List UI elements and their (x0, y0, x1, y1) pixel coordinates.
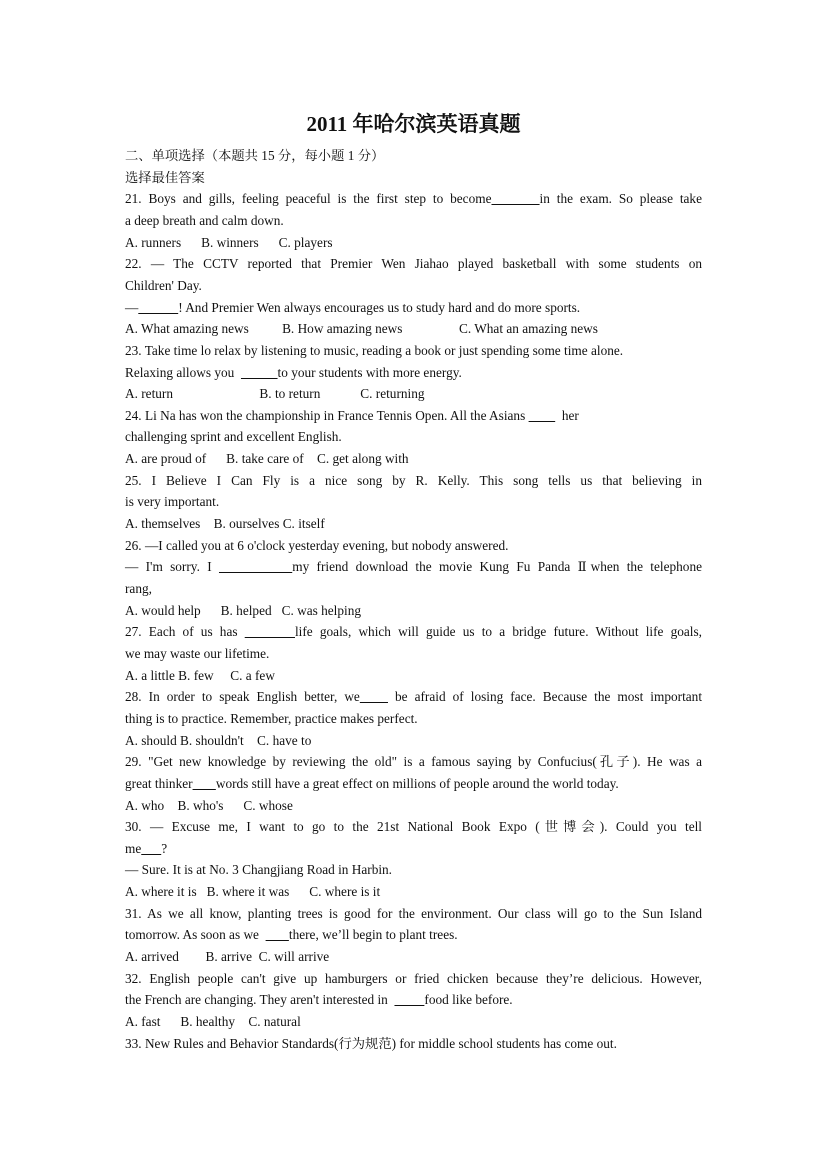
text-line (125, 861, 702, 879)
line-text: A. are proud of B. take care of C. get along with (125, 451, 409, 467)
line-text: challenging sprint and excellent English. (125, 429, 342, 445)
text-line (125, 667, 702, 685)
line-text: Children' Day. (125, 277, 202, 293)
answer-blank (360, 689, 388, 704)
text-line (125, 840, 702, 858)
line-text: great thinker (125, 775, 193, 791)
answer-blank (394, 992, 424, 1007)
text-line (125, 818, 702, 836)
text-line (125, 645, 702, 663)
text-line (125, 450, 702, 468)
text-line (125, 688, 702, 706)
text-line (125, 1035, 702, 1053)
line-text: 二、单项选择（本题共 15 分，每小题 1 分） (125, 148, 385, 163)
line-text: 32. English people can't give up hamburgers or fried chicken because they’re delicious. However, (125, 970, 702, 986)
line-text: food like before. (424, 992, 513, 1008)
text-line (125, 472, 702, 490)
line-text: A. where it is B. where it was C. where is it (125, 884, 381, 900)
text-line (125, 407, 702, 425)
text-line (125, 277, 702, 295)
text-line (125, 991, 702, 1009)
text-line (125, 169, 702, 187)
text-line (125, 212, 702, 230)
line-text: rang, (125, 581, 152, 596)
text-line (125, 342, 702, 360)
line-text: A. a little B. few C. a few (125, 667, 275, 683)
line-text: — I'm sorry. I (125, 559, 219, 575)
line-text: 23. Take time lo relax by listening to music, reading a book or just spending some time alone. (125, 342, 624, 358)
text-line (125, 623, 702, 641)
text-line (125, 1013, 702, 1031)
line-text: A. What amazing news B. How amazing news C. What an amazing news (125, 321, 598, 337)
line-text: A. runners B. winners C. players (125, 234, 333, 250)
line-text: we may waste our lifetime. (125, 645, 270, 661)
text-line (125, 710, 702, 728)
text-line (125, 948, 702, 966)
text-line (125, 255, 702, 273)
line-text: ? (161, 840, 168, 856)
text-line (125, 602, 702, 620)
line-text: me (125, 840, 142, 856)
text-line (125, 970, 702, 988)
page-title: 2011 年哈尔滨英语真题 (306, 112, 521, 136)
line-text: A. arrived B. arrive C. will arrive (125, 949, 330, 965)
answer-blank (138, 300, 178, 315)
line-text: 24. Li Na has won the championship in France Tennis Open. All the Asians (125, 407, 529, 423)
answer-blank (219, 559, 292, 574)
line-text: the French are changing. They aren't interested in (125, 992, 395, 1008)
text-line (125, 385, 702, 403)
line-text: a deep breath and calm down. (125, 212, 284, 228)
text-line (125, 558, 702, 576)
line-text: — Sure. It is at No. 3 Changjiang Road in Harbin. (125, 862, 393, 878)
line-text: 33. New Rules and Behavior Standards(行为规范) for middle school students has come out. (125, 1035, 617, 1051)
text-line (125, 753, 702, 771)
line-text: A. fast B. healthy C. natural (125, 1014, 301, 1029)
text-line (125, 732, 702, 750)
text-line (125, 905, 702, 923)
line-text: in the exam. So please take (539, 191, 702, 207)
line-text: A. should B. shouldn't C. have to (125, 732, 312, 748)
line-text: is very important. (125, 494, 220, 510)
text-line (125, 299, 702, 317)
text-line (125, 580, 702, 598)
line-text: 30. — Excuse me, I want to go to the 21st National Book Expo (世博会). Could you tell (125, 819, 702, 835)
text-line (125, 537, 702, 555)
text-line (125, 234, 702, 252)
answer-blank (491, 191, 539, 206)
answer-blank (266, 927, 289, 942)
line-text: Relaxing allows you (125, 364, 241, 380)
line-text: her (555, 407, 579, 423)
answer-blank (245, 624, 295, 639)
line-text: 29. "Get new knowledge by reviewing the old" is a famous saying by Confucius(孔子). He was a (125, 754, 702, 770)
answer-blank (193, 776, 216, 791)
line-text: 21. Boys and gills, feeling peaceful is the first step to become (125, 191, 492, 207)
line-text: words still have a great effect on millions of people around the world today. (215, 775, 619, 791)
text-line (125, 493, 702, 511)
text-line (125, 320, 702, 338)
line-text: 选择最佳答案 (125, 169, 205, 185)
text-line (125, 428, 702, 446)
line-text: thing is to practice. Remember, practice makes perfect. (125, 710, 418, 726)
answer-blank (529, 408, 556, 423)
line-text: to your students with more energy. (277, 364, 462, 380)
line-text: be afraid of losing face. Because the most important (387, 689, 703, 705)
line-text: 31. As we all know, planting trees is good for the environment. Our class will go to the Sun Island (125, 905, 702, 921)
line-text: A. themselves B. ourselves C. itself (125, 516, 325, 532)
line-text: 26. —I called you at 6 o'clock yesterday evening, but nobody answered. (125, 537, 509, 553)
line-text: 22. — The CCTV reported that Premier Wen Jiahao played basketball with some students on (125, 256, 702, 272)
text-line (125, 515, 702, 533)
line-text: my friend download the movie Kung Fu Panda Ⅱwhen the telephone (292, 559, 702, 575)
text-line (125, 147, 702, 165)
answer-blank (241, 365, 278, 380)
text-line (125, 775, 702, 793)
line-text: there, we’ll begin to plant trees. (288, 927, 458, 943)
text-line (125, 797, 702, 815)
answer-blank (141, 841, 161, 856)
text-line (125, 364, 702, 382)
line-text: 25. I Believe I Can Fly is a nice song by R. Kelly. This song tells us that believing in (125, 472, 702, 488)
line-text: — (125, 299, 139, 315)
line-text: tomorrow. As soon as we (125, 927, 266, 943)
line-text: A. would help B. helped C. was helping (125, 602, 361, 618)
line-text: 27. Each of us has (125, 624, 245, 640)
text-line (125, 190, 702, 208)
text-line (125, 926, 702, 944)
line-text: 28. In order to speak English better, we (125, 689, 360, 705)
line-text: ! And Premier Wen always encourages us to study hard and do more sports. (178, 299, 581, 315)
line-text: A. who B. who's C. whose (125, 797, 293, 813)
line-text: A. return B. to return C. returning (125, 386, 425, 402)
text-line (125, 883, 702, 901)
line-text: life goals, which will guide us to a bridge future. Without life goals, (294, 624, 702, 640)
